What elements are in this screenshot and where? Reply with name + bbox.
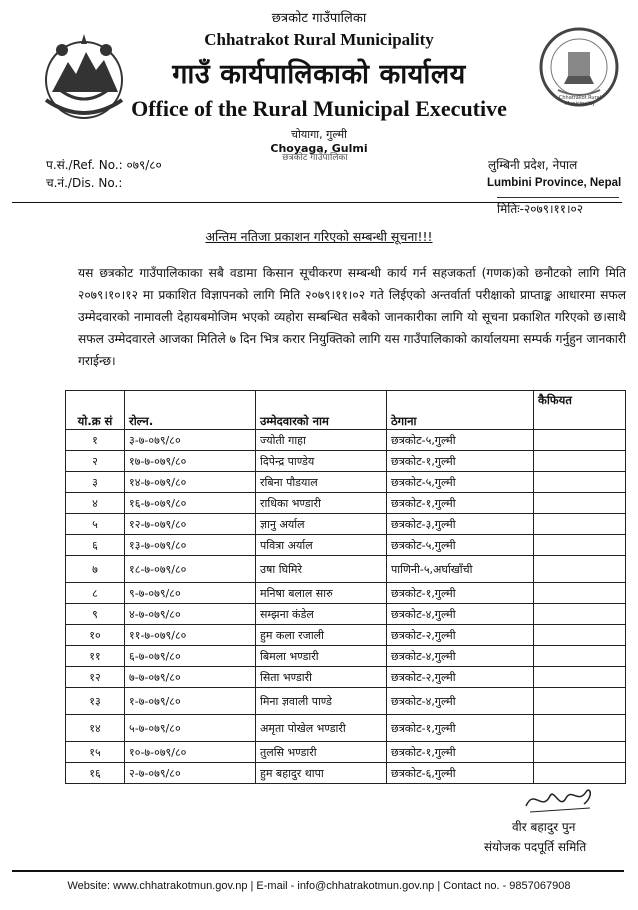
cell-name: हुम बहादुर थापा — [256, 763, 387, 784]
table-row — [66, 430, 626, 451]
province-english: Lumbini Province, Nepal — [487, 177, 622, 189]
header-divider — [12, 202, 622, 203]
office-title-english: Office of the Rural Municipal Executive — [131, 96, 507, 121]
signatory-name: वीर बहादुर पुन — [512, 820, 576, 834]
cell-name: मनिषा बलाल सारु — [256, 583, 387, 604]
cell-remarks — [534, 583, 626, 604]
cell-remarks — [534, 715, 626, 742]
cell-address: छत्रकोट-६,गुल्मी — [387, 763, 534, 784]
table-row — [66, 451, 626, 472]
cell-roll: १२-७-०७९/८० — [125, 514, 256, 535]
cell-serial: ५ — [66, 514, 125, 535]
header-remarks: कैफियत — [534, 391, 626, 430]
cell-remarks — [534, 763, 626, 784]
cell-remarks — [534, 451, 626, 472]
cell-roll: १७-७-०७९/८० — [125, 451, 256, 472]
municipality-name-nepali: छत्रकोट गाउँपालिका — [271, 11, 367, 26]
table-row — [66, 604, 626, 625]
cell-serial: १४ — [66, 715, 125, 742]
cell-name: बिमला भण्डारी — [256, 646, 387, 667]
cell-address: छत्रकोट-१,गुल्मी — [387, 583, 534, 604]
cell-address: छत्रकोट-२,गुल्मी — [387, 625, 534, 646]
cell-roll: १४-७-०७९/८० — [125, 472, 256, 493]
table-row — [66, 514, 626, 535]
cell-remarks — [534, 430, 626, 451]
cell-serial: ७ — [66, 556, 125, 583]
cell-roll: १०-७-०७९/८० — [125, 742, 256, 763]
cell-address: छत्रकोट-१,गुल्मी — [387, 493, 534, 514]
cell-serial: १० — [66, 625, 125, 646]
header-name: उम्मेदवारको नाम — [256, 391, 387, 430]
dispatch-number: च.नं./Dis. No.: — [46, 176, 123, 190]
cell-roll: ५-७-०७९/८० — [125, 715, 256, 742]
office-title-nepali: गाउँ कार्यपालिकाको कार्यालय — [172, 59, 466, 90]
table-row — [66, 472, 626, 493]
cell-address: छत्रकोट-४,गुल्मी — [387, 688, 534, 715]
cell-address: छत्रकोट-२,गुल्मी — [387, 667, 534, 688]
cell-serial: ८ — [66, 583, 125, 604]
cell-roll: २-७-०७९/८० — [125, 763, 256, 784]
municipality-name-english: Chhatrakot Rural Municipality — [204, 30, 434, 49]
cell-remarks — [534, 646, 626, 667]
cell-name: पवित्रा अर्याल — [256, 535, 387, 556]
notice-date: मितिः-२०७९।११।०२ — [497, 197, 619, 217]
table-header-row — [66, 391, 626, 430]
notice-subject: अन्तिम नतिजा प्रकाशन गरिएको सम्बन्धी सूचना!!! — [205, 229, 433, 244]
place-nepali: चोयागा, गुल्मी — [291, 128, 347, 141]
results-table — [65, 390, 626, 784]
table-row — [66, 535, 626, 556]
table-row — [66, 583, 626, 604]
cell-serial: ९ — [66, 604, 125, 625]
cell-serial: २ — [66, 451, 125, 472]
cell-serial: ४ — [66, 493, 125, 514]
cell-serial: १३ — [66, 688, 125, 715]
logo-caption: Chhatrakot Rural Municipality — [558, 95, 602, 107]
reference-number: प.सं./Ref. No.: ०७९/८० — [46, 158, 162, 172]
cell-serial: १५ — [66, 742, 125, 763]
cell-remarks — [534, 688, 626, 715]
table-row — [66, 742, 626, 763]
cell-name: तुलसि भण्डारी — [256, 742, 387, 763]
table-row — [66, 493, 626, 514]
table-row — [66, 688, 626, 715]
cell-remarks — [534, 667, 626, 688]
office-seal: छत्रकोट गाउँपालिका — [282, 153, 348, 163]
cell-name: ज्योती गाहा — [256, 430, 387, 451]
province-nepali: लुम्बिनी प्रदेश, नेपाल — [488, 158, 578, 172]
table-row — [66, 667, 626, 688]
cell-serial: ६ — [66, 535, 125, 556]
cell-serial: ११ — [66, 646, 125, 667]
cell-roll: ६-७-०७९/८० — [125, 646, 256, 667]
header-address: ठेगाना — [387, 391, 534, 430]
cell-roll: १८-७-०७९/८० — [125, 556, 256, 583]
notice-body: यस छत्रकोट गाउँपालिकाका सबै वडामा किसान सूचीकरण सम्बन्धी कार्य गर्न सहजकर्ता (गणक)को छनौटको लागि मिति २०७९।१०।१२ मा प्रकाशित विज्ञापनको लागि मिति २०७९।११।०२ गते लिईएको अन्तर्वार्ता परीक्षाको प्राप्ताङ्क आधारमा सफल उम्मेदवारको नामावली देहायबमोजिम भएको व्यहोरा सम्बन्धित सबैको जानकारीका लागि यो सूचना प्रकाशित गरिएको छ।साथै सफल उम्मेदवारले आजका मितिले ७ दिन भित्र करार नियुक्तिको लागि यस गाउँपालिकाको कार्यालयमा सम्पर्क गर्नुहुन जानकारी गराईन्छ। — [78, 266, 626, 368]
cell-name: हुम कला रजाली — [256, 625, 387, 646]
cell-roll: ११-७-०७९/८० — [125, 625, 256, 646]
cell-roll: ७-७-०७९/८० — [125, 667, 256, 688]
cell-remarks — [534, 535, 626, 556]
cell-name: राधिका भण्डारी — [256, 493, 387, 514]
cell-roll: ३-७-०७९/८० — [125, 430, 256, 451]
table-row — [66, 646, 626, 667]
cell-roll: ४-७-०७९/८० — [125, 604, 256, 625]
cell-remarks — [534, 625, 626, 646]
cell-roll: १-७-०७९/८० — [125, 688, 256, 715]
cell-address: छत्रकोट-४,गुल्मी — [387, 604, 534, 625]
cell-address: छत्रकोट-४,गुल्मी — [387, 646, 534, 667]
cell-address: छत्रकोट-५,गुल्मी — [387, 535, 534, 556]
cell-remarks — [534, 493, 626, 514]
cell-name: सम्झना कंडेल — [256, 604, 387, 625]
footer-divider — [12, 870, 624, 872]
place-english: Choyaga, Gulmi — [270, 142, 368, 155]
cell-address: छत्रकोट-१,गुल्मी — [387, 715, 534, 742]
header-serial: यो.क्र सं — [66, 391, 125, 430]
cell-name: अमृता पोखेल भण्डारी — [256, 715, 387, 742]
cell-remarks — [534, 604, 626, 625]
cell-roll: १३-७-०७९/८० — [125, 535, 256, 556]
cell-address: छत्रकोट-३,गुल्मी — [387, 514, 534, 535]
cell-serial: १२ — [66, 667, 125, 688]
signature-mark — [520, 782, 600, 818]
table-row — [66, 625, 626, 646]
cell-address: छत्रकोट-५,गुल्मी — [387, 430, 534, 451]
cell-name: सिता भण्डारी — [256, 667, 387, 688]
cell-address: पाणिनी-५,अर्घाखाँची — [387, 556, 534, 583]
cell-name: मिना ज्ञवाली पाण्डे — [256, 688, 387, 715]
cell-serial: १६ — [66, 763, 125, 784]
cell-address: छत्रकोट-१,गुल्मी — [387, 742, 534, 763]
table-row — [66, 763, 626, 784]
footer-contact: Website: www.chhatrakotmun.gov.np | E-mail - info@chhatrakotmun.gov.np | Contact no. - 9857067908 — [67, 880, 571, 892]
cell-remarks — [534, 472, 626, 493]
cell-remarks — [534, 514, 626, 535]
cell-roll: ९-७-०७९/८० — [125, 583, 256, 604]
cell-serial: ३ — [66, 472, 125, 493]
cell-name: उषा घिमिरे — [256, 556, 387, 583]
header-roll: रोल्न. — [125, 391, 256, 430]
table-row — [66, 556, 626, 583]
cell-remarks — [534, 556, 626, 583]
signatory-title: संयोजक पदपूर्ति समिति — [484, 840, 587, 854]
cell-remarks — [534, 742, 626, 763]
cell-name: ज्ञानु अर्याल — [256, 514, 387, 535]
cell-roll: १६-७-०७९/८० — [125, 493, 256, 514]
cell-address: छत्रकोट-५,गुल्मी — [387, 472, 534, 493]
cell-name: रबिना पौडयाल — [256, 472, 387, 493]
cell-name: दिपेन्द्र पाण्डेय — [256, 451, 387, 472]
table-row — [66, 715, 626, 742]
cell-serial: १ — [66, 430, 125, 451]
cell-address: छत्रकोट-१,गुल्मी — [387, 451, 534, 472]
